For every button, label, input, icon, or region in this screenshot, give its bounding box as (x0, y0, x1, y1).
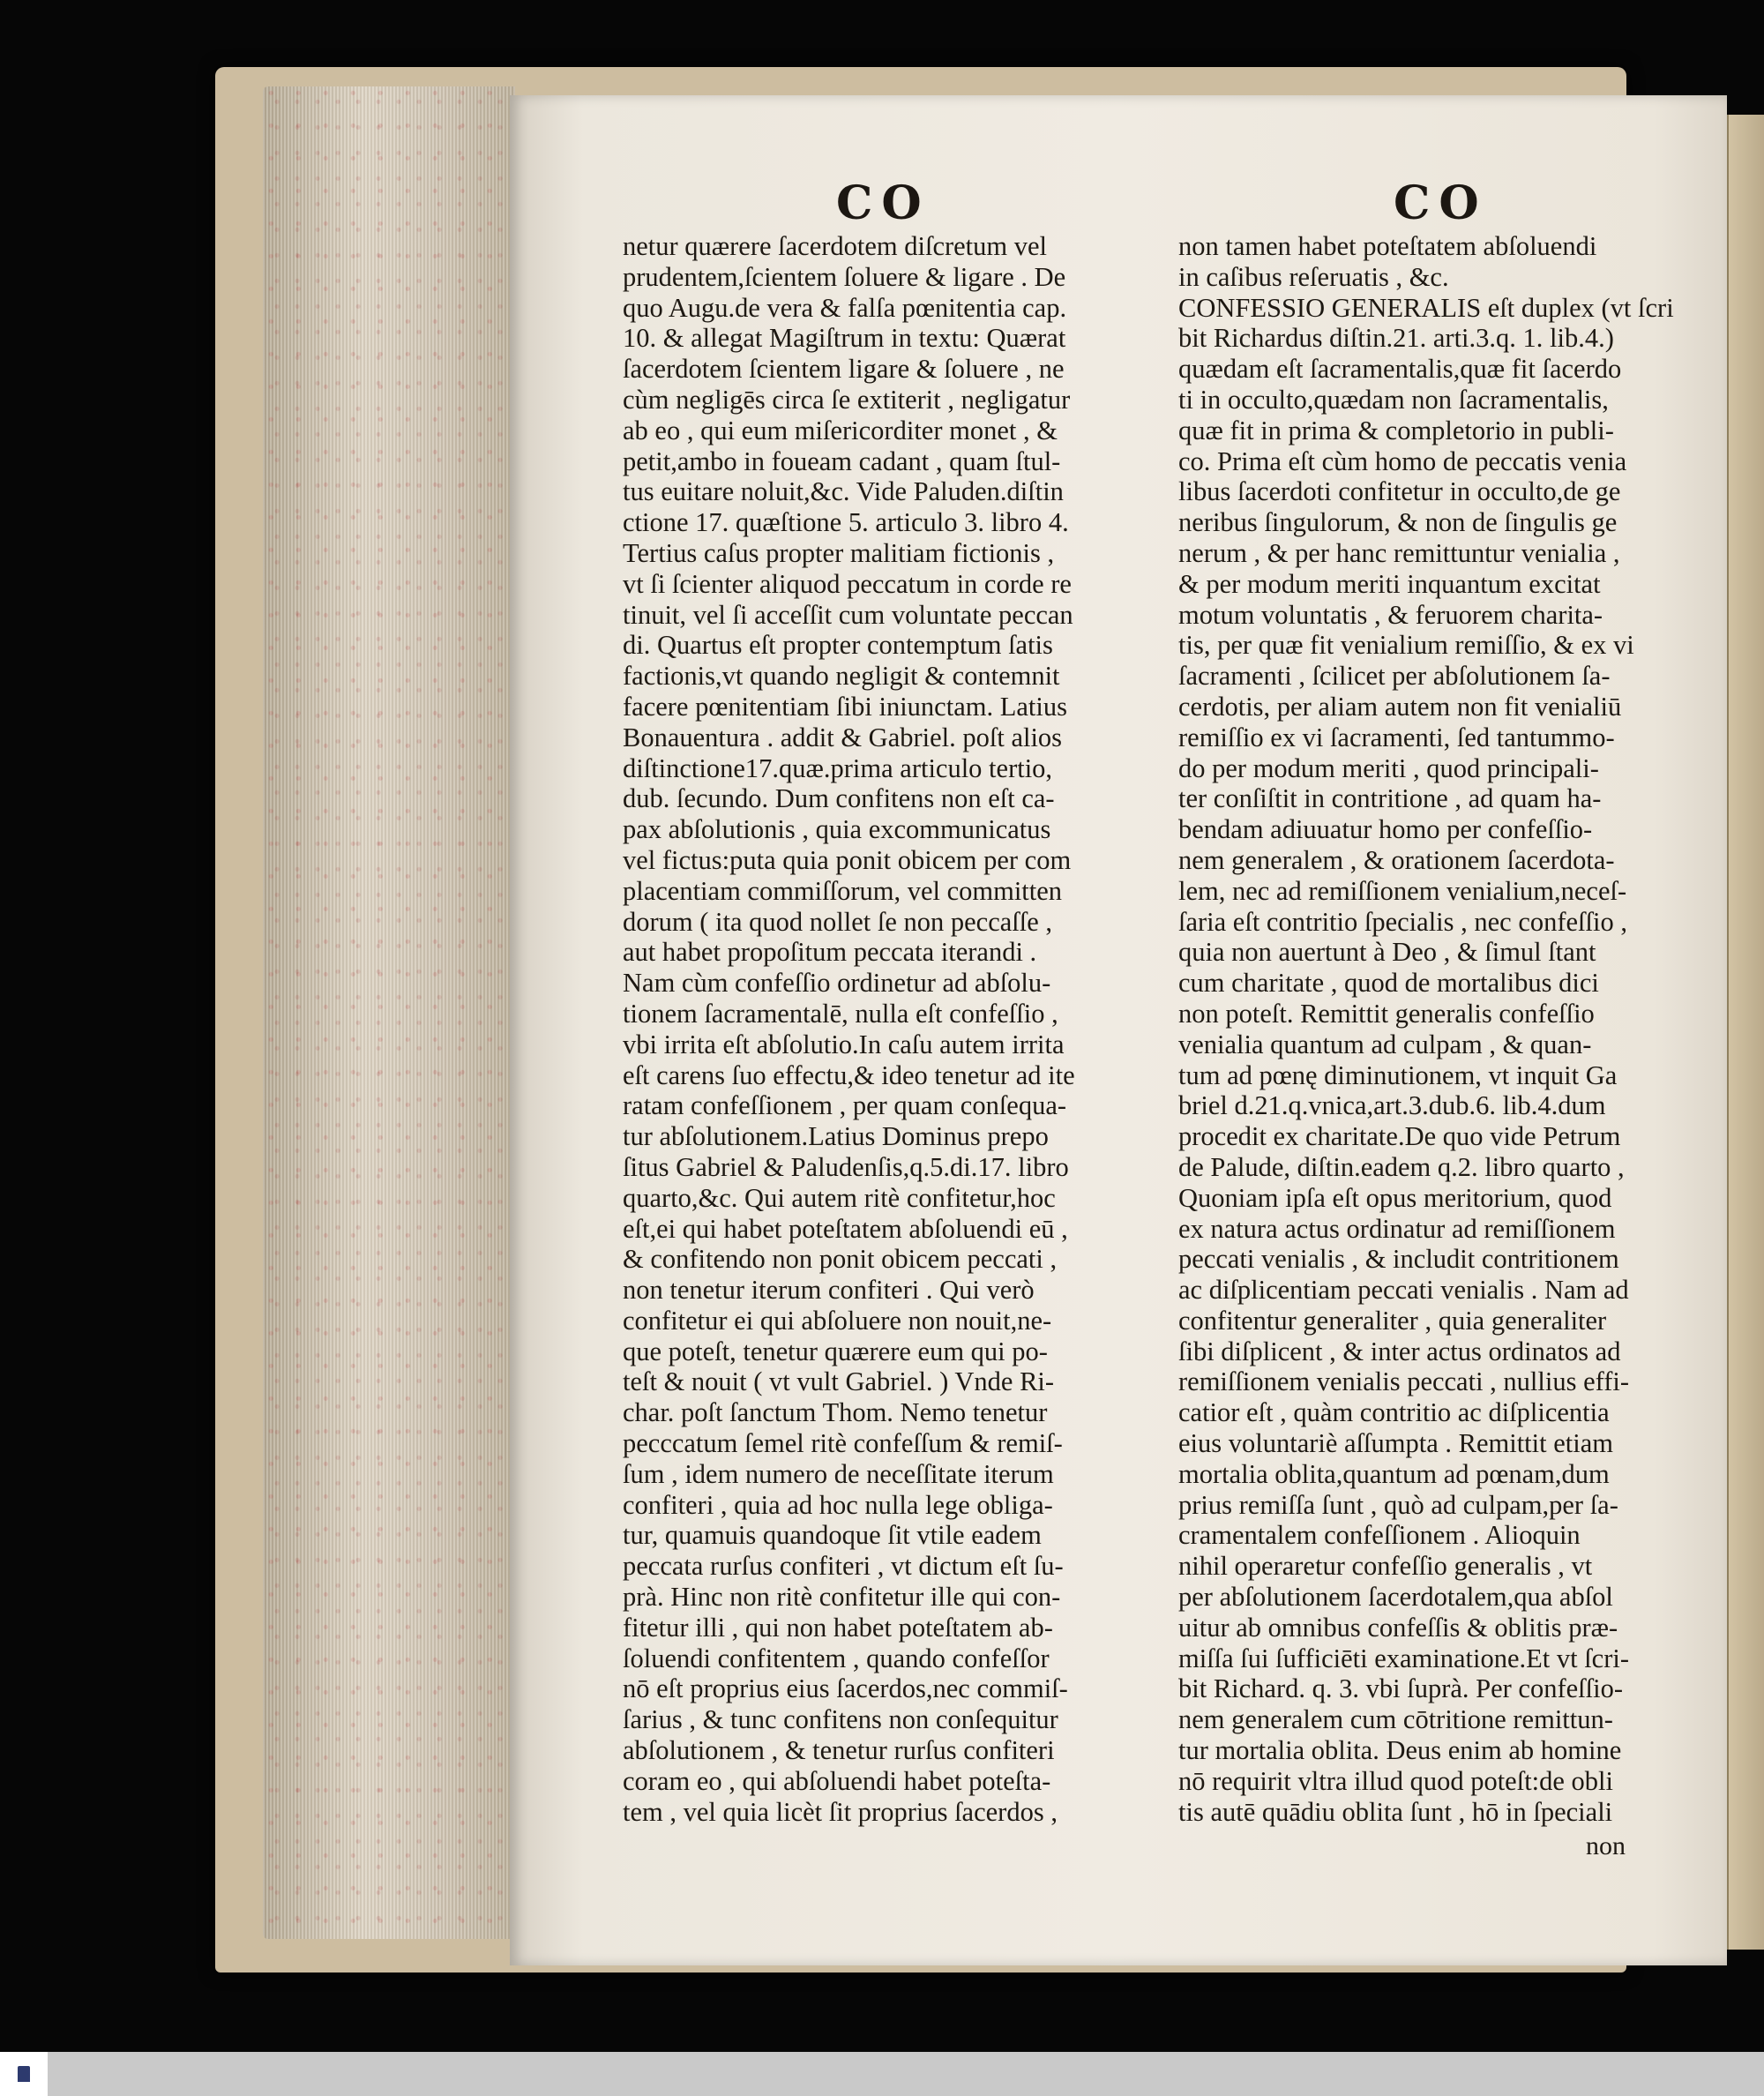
text-line: ſaria eſt contritio ſpecialis , nec confeſſio , (1178, 906, 1627, 937)
text-line: char. poſt ſanctum Thom. Nemo tenetur (623, 1397, 1048, 1428)
text-line: dorum ( ita quod nollet ſe non peccaſſe , (623, 906, 1053, 937)
text-line: & per modum meriti inquantum excitat (1178, 568, 1601, 599)
text-line: quæ fit in prima & completorio in publi- (1178, 415, 1614, 445)
text-line: bendam adiuuatur homo per confeſſio- (1178, 814, 1593, 845)
text-line: ab eo , qui eum miſericorditer monet , & (623, 415, 1058, 445)
text-line: vel fictus:puta quia ponit obicem per com (623, 844, 1072, 875)
text-line: factionis,vt quando negligit & contemnit (623, 661, 1060, 692)
text-line: netur quærere ſacerdotem diſcretum vel (623, 231, 1048, 261)
text-line: do per modum meriti , quod principali- (1178, 752, 1599, 783)
text-line: prius remiſſa ſunt , quò ad culpam,per ſa- (1178, 1489, 1618, 1520)
running-head-right: CO (1394, 176, 1488, 230)
text-line: pax abſolutionis , quia excommunicatus (623, 814, 1051, 845)
text-line: confiteri , quia ad hoc nulla lege obliga- (623, 1489, 1053, 1520)
text-line: peccata rurſus confiteri , vt dictum eſt ſu- (623, 1551, 1064, 1582)
left-text-column (623, 231, 1159, 1827)
text-line: ctione 17. quæſtione 5. articulo 3. libro 4. (623, 507, 1069, 538)
text-line: pecccatum ſemel ritè confeſſum & remiſ- (623, 1428, 1063, 1459)
text-line: eſt,ei qui habet poteſtatem abſoluendi eū , (623, 1213, 1068, 1244)
right-text-column (1178, 231, 1700, 1827)
text-line: Tertius caſus propter malitiam fictionis , (623, 537, 1055, 568)
text-line: bit Richard. q. 3. vbi ſuprà. Per confeſſio- (1178, 1673, 1623, 1704)
text-line: ſitus Gabriel & Paludenſis,q.5.di.17. libro (623, 1151, 1069, 1182)
text-line: tur mortalia oblita. Deus enim ab homine (1178, 1735, 1622, 1766)
text-line: ſum , idem numero de neceſſitate iterum (623, 1458, 1054, 1489)
text-line: venialia quantum ad culpam , & quan- (1178, 1029, 1592, 1059)
text-line: non poteſt. Remittit generalis confeſſio (1178, 998, 1595, 1029)
running-head-left: CO (836, 176, 931, 230)
text-line: nō requirit vltra illud quod poteſt:de obli (1178, 1765, 1614, 1796)
text-line: que poteſt, tenetur quærere eum qui po- (623, 1336, 1048, 1366)
text-line: de Palude, diſtin.eadem q.2. libro quarto , (1178, 1151, 1625, 1182)
text-line: tionem ſacramentalē, nulla eſt confeſſio , (623, 998, 1058, 1029)
text-line: motum voluntatis , & feruorem charita- (1178, 599, 1603, 630)
text-line: lem, nec ad remiſſionem venialium,neceſ- (1178, 875, 1627, 906)
text-line: neribus ſingulorum, & non de ſingulis ge (1178, 507, 1618, 538)
text-line: nerum , & per hanc remittuntur venialia , (1178, 537, 1620, 568)
text-line: tinuit, vel ſi acceſſit cum voluntate peccan (623, 599, 1073, 630)
text-line: confitetur ei qui abſoluere non nouit,ne- (623, 1305, 1052, 1336)
text-line: teſt & nouit ( vt vult Gabriel. ) Vnde Ri- (623, 1366, 1055, 1397)
text-line: ſibi diſplicent , & inter actus ordinatos ad (1178, 1336, 1621, 1366)
text-line: bit Richardus diſtin.21. arti.3.q. 1. lib.4.) (1178, 323, 1614, 354)
text-line: ſacramenti , ſcilicet per abſolutionem ſa- (1178, 661, 1611, 692)
text-line: tur, quamuis quandoque ſit vtile eadem (623, 1520, 1042, 1551)
text-line: tem , vel quia licèt ſit proprius ſacerdos , (623, 1796, 1058, 1827)
text-line: ti in occulto,quædam non ſacramentalis, (1178, 384, 1609, 415)
cover-right-edge (1727, 115, 1764, 1950)
text-line: Quoniam ipſa eſt opus meritorium, quod (1178, 1182, 1612, 1213)
text-line: non tenetur iterum confiteri . Qui verò (623, 1275, 1035, 1306)
text-line: ex natura actus ordinatur ad remiſſionem (1178, 1213, 1616, 1244)
text-line: tus euitare noluit,&c. Vide Paluden.diſtin (623, 476, 1064, 507)
text-line: peccati venialis , & includit contritionem (1178, 1244, 1619, 1275)
text-line: quo Augu.de vera & falſa pœnitentia cap. (623, 292, 1067, 323)
text-line: abſolutionem , & tenetur rurſus confiteri (623, 1735, 1055, 1766)
text-line: remiſſionem venialis peccati , nullius effi- (1178, 1366, 1630, 1397)
text-line: in caſibus reſeruatis , &c. (1178, 261, 1449, 292)
text-line: non tamen habet poteſtatem abſoluendi (1178, 231, 1597, 261)
text-line: ter conſiſtit in contritione , ad quam ha- (1178, 783, 1602, 814)
text-line: 10. & allegat Magiſtrum in textu: Quærat (623, 323, 1066, 354)
viewer-bottom-bar (0, 2052, 1764, 2096)
text-line: facere pœnitentiam ſibi iniunctam. Latius (623, 691, 1067, 722)
text-line: libus ſacerdoti confitetur in occulto,de ge (1178, 476, 1621, 507)
text-line: coram eo , qui abſoluendi habet poteſta- (623, 1765, 1051, 1796)
page-block-edges (263, 86, 515, 1939)
text-line: nem generalem cum cōtritione remittun- (1178, 1704, 1613, 1735)
text-line: di. Quartus eſt propter contemptum ſatis (623, 630, 1053, 661)
text-line: petit,ambo in foueam cadant , quam ſtul- (623, 445, 1061, 476)
text-line: vbi irrita eſt abſolutio.In caſu autem irrita (623, 1029, 1065, 1059)
text-line: cramentalem confeſſionem . Alioquin (1178, 1520, 1581, 1551)
text-line: cum charitate , quod de mortalibus dici (1178, 968, 1599, 999)
text-line: ratam confeſſionem , per quam conſequa- (623, 1090, 1067, 1121)
text-line: catior eſt , quàm contritio ac diſplicentia (1178, 1397, 1610, 1428)
text-line: tum ad pœnę diminutionem, vt inquit Ga (1178, 1059, 1618, 1090)
text-line: quia non auertunt à Deo , & ſimul ſtant (1178, 937, 1596, 968)
text-line: nō eſt proprius eius ſacerdos,nec commiſ- (623, 1673, 1068, 1704)
text-line: aut habet propoſitum peccata iterandi . (623, 937, 1037, 968)
text-line: ſarius , & tunc confitens non conſequitur (623, 1704, 1058, 1735)
text-line: co. Prima eſt cùm homo de peccatis venia (1178, 445, 1627, 476)
text-line: placentiam commiſſorum, vel committen (623, 875, 1063, 906)
text-line: cerdotis, per aliam autem non fit venialiū (1178, 691, 1622, 722)
text-line: nem generalem , & orationem ſacerdota- (1178, 844, 1615, 875)
text-line: cùm negligēs circa ſe extiterit , negligatur (623, 384, 1071, 415)
text-line: miſſa ſui ſufficiēti examinatione.Et vt ſcri- (1178, 1643, 1630, 1673)
text-line: diſtinctione17.quæ.prima articulo tertio, (623, 752, 1053, 783)
text-line: uitur ab omnibus confeſſis & oblitis præ- (1178, 1612, 1618, 1643)
text-line: nihil operaretur confeſſio generalis , vt (1178, 1551, 1593, 1582)
library-logo-icon (18, 2066, 30, 2082)
text-line: remiſſio ex vi ſacramenti, ſed tantummo- (1178, 722, 1615, 752)
text-line: CONFESSIO GENERALIS eſt duplex (vt ſcri (1178, 292, 1674, 323)
text-line: Bonauentura . addit & Gabriel. poſt alios (623, 722, 1063, 752)
text-line: quarto,&c. Qui autem ritè confitetur,hoc (623, 1182, 1056, 1213)
text-line: eſt carens ſuo effectu,& ideo tenetur ad ite (623, 1059, 1075, 1090)
text-line: tis autē quādiu oblita ſunt , hō in ſpeciali (1178, 1796, 1613, 1827)
text-line: eius voluntariè aſſumpta . Remittit etiam (1178, 1428, 1613, 1459)
text-line: procedit ex charitate.De quo vide Petrum (1178, 1121, 1621, 1152)
text-line: mortalia oblita,quantum ad pœnam,dum (1178, 1458, 1610, 1489)
text-line: vt ſi ſcienter aliquod peccatum in corde re (623, 568, 1072, 599)
text-line: quædam eſt ſacramentalis,quæ fit ſacerdo (1178, 354, 1622, 385)
text-line: Nam cùm confeſſio ordinetur ad abſolu- (623, 968, 1051, 999)
text-line: briel d.21.q.vnica,art.3.dub.6. lib.4.dum (1178, 1090, 1606, 1121)
text-line: confitentur generaliter , quia generaliter (1178, 1305, 1607, 1336)
text-line: tis, per quæ fit venialium remiſſio, & ex vi (1178, 630, 1634, 661)
text-line: ſacerdotem ſcientem ligare & ſoluere , ne (623, 354, 1065, 385)
library-logo (0, 2052, 48, 2096)
text-line: prà. Hinc non ritè confitetur ille qui con- (623, 1582, 1061, 1613)
catchword: non (1586, 1831, 1626, 1860)
text-line: & confitendo non ponit obicem peccati , (623, 1244, 1058, 1275)
text-line: ac diſplicentiam peccati venialis . Nam ad (1178, 1275, 1629, 1306)
text-line: fitetur illi , qui non habet poteſtatem ab- (623, 1612, 1053, 1643)
text-line: ſoluendi confitentem , quando confeſſor (623, 1643, 1050, 1673)
text-line: prudentem,ſcientem ſoluere & ligare . De (623, 261, 1066, 292)
text-line: tur abſolutionem.Latius Dominus prepo (623, 1121, 1049, 1152)
text-line: per abſolutionem ſacerdotalem,qua abſol (1178, 1582, 1613, 1613)
text-line: dub. ſecundo. Dum confitens non eſt ca- (623, 783, 1055, 814)
